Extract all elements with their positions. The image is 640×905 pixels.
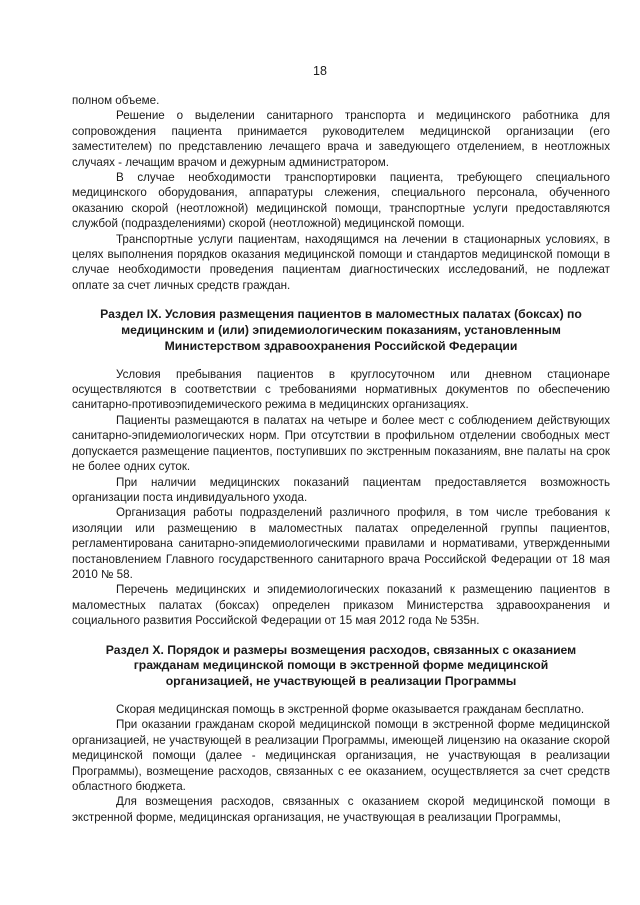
paragraph: Перечень медицинских и эпидемиологических показаний к размещению пациентов в маломестных палатах (боксах) определен приказом Министерства здравоохранения и социального развития Российской Федерации от 15 мая 2012 года № 535н. xyxy=(72,583,610,628)
paragraph: Условия пребывания пациентов в круглосуточном или дневном стационаре осуществляются в соответствии с требованиями нормативных документов по обеспечению санитарно-противоэпидемического режима в медицинских организациях. xyxy=(72,367,610,412)
paragraph: полном объеме. xyxy=(72,94,160,107)
paragraph: При оказании гражданам скорой медицинской помощи в экстренной форме медицинской организацией, не участвующей в реализации Программы, имеющей лицензию на оказание скорой медицинской помощи (далее - медицинская организация, не участвующая в реализации Программы), возмещение расходов, связанных с ее оказанием, осуществляется за счет средств областного бюджета. xyxy=(72,718,610,793)
paragraph: Скорая медицинская помощь в экстренной форме оказывается гражданам бесплатно. xyxy=(116,702,585,716)
page-number: 18 xyxy=(313,64,327,78)
paragraph: Пациенты размещаются в палатах на четыре и более мест с соблюдением действующих санитарно-эпидемиологических норм. При отсутствии в профильном отделении свободных мест допускается размещение пациентов, поступивших по экстренным показаниям, вне палаты на срок не более одних суток. xyxy=(72,413,610,474)
paragraph: Решение о выделении санитарного транспорта и медицинского работника для сопровождения пациента принимается руководителем медицинской организации (его заместителем) по представлению лечащего врача и заведующего отделением, в неотложных случаях - лечащим врачом и дежурным администратором. xyxy=(72,109,610,169)
paragraph: Для возмещения расходов, связанных с оказанием скорой медицинской помощи в экстренной форме, медицинская организация, не участвующая в реализации Программы, xyxy=(72,795,610,824)
section-9-heading: Раздел IX. Условия размещения пациентов в маломестных палатах (боксах) по медицинским и (или) эпидемиологическим показаниям, установленным Министерством здравоохранения Российской Федерации xyxy=(100,307,582,353)
paragraph: При наличии медицинских показаний пациентам предоставляется возможность организации поста индивидуального ухода. xyxy=(72,475,610,504)
paragraph: Транспортные услуги пациентам, находящимся на лечении в стационарных условиях, в целях выполнения порядков оказания медицинской помощи и стандартов медицинской помощи в случае необходимости проведения пациентам диагностических исследований, не подлежат оплате за счет личных средств граждан. xyxy=(72,232,610,292)
paragraph: В случае необходимости транспортировки пациента, требующего специального медицинского оборудования, аппаратуры слежения, специального персонала, обученного оказанию скорой (неотложной) медицинской помощи, транспортные услуги предоставляются службой (подразделениями) скорой (неотложной) медицинской помощи. xyxy=(72,171,610,231)
section-10-heading: Раздел X. Порядок и размеры возмещения расходов, связанных с оказанием гражданам медицинской помощи в экстренной форме медицинской организацией, не участвующей в реализации Программы xyxy=(105,642,577,689)
document-body xyxy=(72,93,610,825)
paragraph: Организация работы подразделений различного профиля, в том числе требования к изоляции или размещению в маломестных палатах определенной группы пациентов, регламентирована санитарно-эпидемиологическими правилами и нормативами, утвержденными постановлением Главного государственного санитарного врача Российской Федерации от 18 мая 2010 № 58. xyxy=(72,506,610,581)
